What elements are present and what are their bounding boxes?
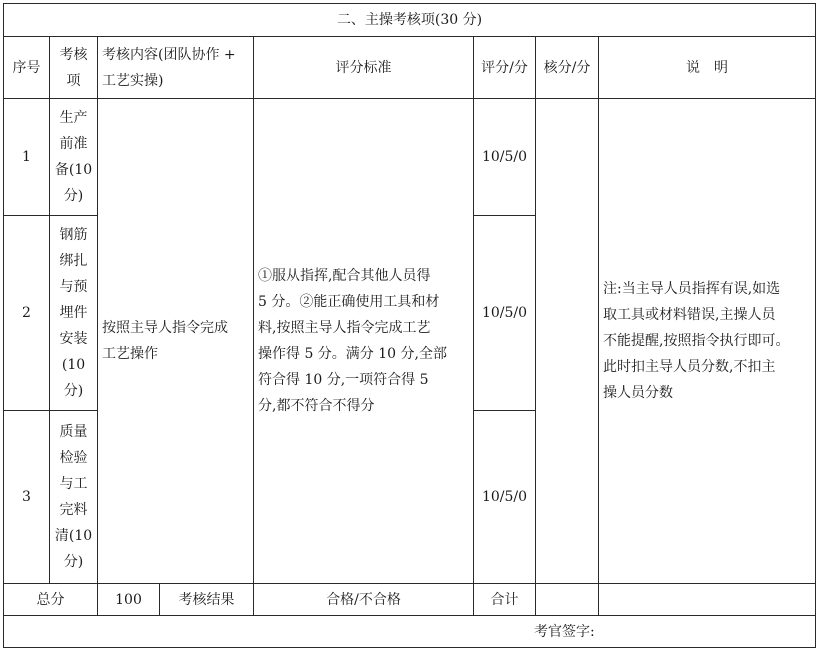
row-item: 生产 前准 备(10 分) — [50, 99, 98, 216]
table-row — [4, 99, 816, 216]
sum-value-cell — [536, 584, 599, 616]
total-value: 100 — [98, 584, 160, 616]
note-cell: 注:当主导人员指挥有误,如选 取工具或材料错误,主操人员 不能提醒,按照指令执行即可。 此时扣主导人员分数,不扣主 操人员分数 — [599, 99, 816, 584]
row-seq: 3 — [4, 411, 50, 584]
header-check: 核分/分 — [536, 37, 599, 99]
section-title: 二、主操考核项(30 分) — [4, 4, 816, 37]
content-cell: 按照主导人指令完成 工艺操作 — [98, 99, 254, 584]
row-score: 10/5/0 — [474, 411, 536, 584]
sum-empty-cell — [599, 584, 816, 616]
result-value: 合格/不合格 — [254, 584, 474, 616]
sum-label: 合计 — [474, 584, 536, 616]
score-table — [3, 3, 816, 648]
header-note: 说 明 — [599, 37, 816, 99]
row-item: 质量 检验 与工 完料 清(10 分) — [50, 411, 98, 584]
signature-label: 考官签字: — [4, 616, 816, 648]
header-row — [4, 37, 816, 99]
header-seq: 序号 — [4, 37, 50, 99]
standard-cell: ①服从指挥,配合其他人员得 5 分。②能正确使用工具和材 料,按照主导人指令完成工艺 操作得 5 分。满分 10 分,全部 符合得 10 分,一项符合得 5 分,都不符合不得分 — [254, 99, 474, 584]
header-standard: 评分标准 — [254, 37, 474, 99]
row-score: 10/5/0 — [474, 99, 536, 216]
title-row — [4, 4, 816, 37]
total-label: 总分 — [4, 584, 98, 616]
row-item: 钢筋 绑扎 与预 埋件 安装 (10 分) — [50, 216, 98, 411]
check-cell — [536, 99, 599, 584]
header-score: 评分/分 — [474, 37, 536, 99]
row-seq: 2 — [4, 216, 50, 411]
header-item: 考核 项 — [50, 37, 98, 99]
row-score: 10/5/0 — [474, 216, 536, 411]
total-row — [4, 584, 816, 616]
signature-row — [4, 616, 816, 648]
header-content: 考核内容(团队协作 + 工艺实操) — [98, 37, 254, 99]
row-seq: 1 — [4, 99, 50, 216]
result-label: 考核结果 — [160, 584, 254, 616]
